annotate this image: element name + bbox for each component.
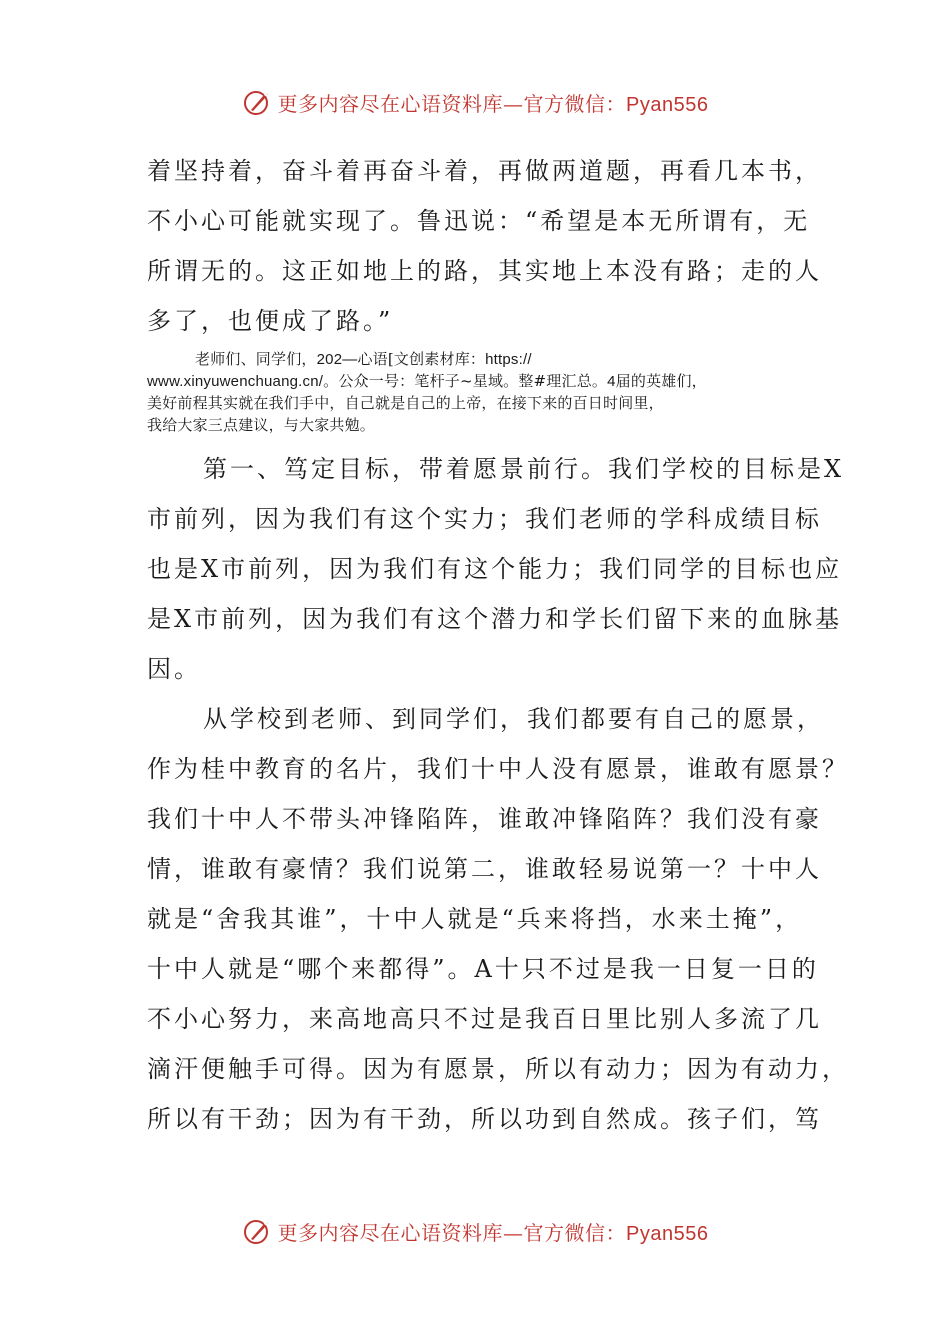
header-brand-text: [278, 88, 709, 117]
note-line-2: [147, 370, 817, 392]
text-line: 作为桂中教育的名片，我们十中人没有愿景，谁敢有愿景？: [147, 755, 849, 783]
text-line: 我们十中人不带头冲锋陷阵，谁敢冲锋陷阵？我们没有豪: [147, 805, 822, 833]
footer-brand-text: [278, 1217, 709, 1246]
footer-wechat-id: Pyan556: [626, 1222, 709, 1245]
text-line: 所谓无的。这正如地上的路，其实地上本没有路；走的人: [147, 257, 822, 285]
note-year: 202—: [316, 351, 358, 368]
header-official-label: 官方微信：: [523, 91, 627, 116]
text-line: 第一、笃定目标，带着愿景前行。我们学校的目标是X: [203, 455, 845, 483]
text-line: 就是“舍我其谁”，十中人就是“兵来将挡，水来土掩”，: [147, 905, 803, 933]
header-dash: —: [503, 91, 524, 116]
text-line: 多了，也便成了路。”: [147, 307, 394, 335]
text-line: 不小心可能就实现了。鲁迅说：“希望是本无所谓有，无: [147, 207, 811, 235]
pen-nib-circle-icon: [242, 1215, 274, 1247]
text-line: 着坚持着，奋斗着再奋斗着，再做两道题，再看几本书，: [147, 157, 822, 185]
pen-nib-circle-icon: [242, 86, 274, 118]
footer-brand: 更多内容尽在心语资料库: [277, 1220, 504, 1245]
note-url-prefix: https://: [485, 351, 532, 368]
note-number: 4: [607, 373, 616, 390]
note-line-1: [147, 348, 817, 370]
text-line: 十中人就是“哪个来都得”。A十只不过是我一日复一日的: [147, 955, 819, 983]
text-line: 滴汗便触手可得。因为有愿景，所以有动力；因为有动力，: [147, 1055, 849, 1083]
document-body: [147, 146, 849, 1144]
text-line: 不小心努力，来高地高只不过是我百日里比别人多流了几: [147, 1005, 822, 1033]
header-brand: 更多内容尽在心语资料库: [277, 91, 504, 116]
text-line: 情，谁敢有豪情？我们说第二，谁敢轻易说第一？十中人: [147, 855, 822, 883]
note-line-4: 我给大家三点建议，与大家共勉。: [147, 416, 376, 434]
paragraph-2: [147, 444, 845, 694]
inserted-note: [147, 348, 817, 436]
paragraph-3: [147, 694, 849, 1144]
note-text: 。公众一号：笔杆子~星域。整#理汇总。: [323, 372, 608, 390]
note-text: 届的英雄们，: [615, 372, 707, 390]
text-line: 因。: [147, 655, 201, 683]
text-line: 是X市前列，因为我们有这个潜力和学长们留下来的血脉基: [147, 605, 843, 633]
header-wechat-id: Pyan556: [626, 93, 709, 116]
footer-dash: —: [503, 1220, 524, 1245]
paragraph-1: [147, 146, 822, 346]
text-line: 所以有干劲；因为有干劲，所以功到自然成。孩子们，笃: [147, 1105, 822, 1133]
note-line-3: 美好前程其实就在我们手中，自己就是自己的上帝，在接下来的百日时间里，: [147, 394, 664, 412]
note-url: www.xinyuwenchuang.cn/: [147, 373, 324, 390]
header-banner: [0, 82, 950, 122]
text-line: 从学校到老师、到同学们，我们都要有自己的愿景，: [203, 705, 824, 733]
note-text: 心语[文创素材库：: [357, 350, 486, 368]
text-line: 市前列，因为我们有这个实力；我们老师的学科成绩目标: [147, 505, 822, 533]
text-line: 也是X市前列，因为我们有这个能力；我们同学的目标也应: [147, 555, 843, 583]
note-text: 老师们、同学们，: [195, 350, 317, 368]
footer-official-label: 官方微信：: [523, 1220, 627, 1245]
footer-banner: [0, 1211, 950, 1251]
